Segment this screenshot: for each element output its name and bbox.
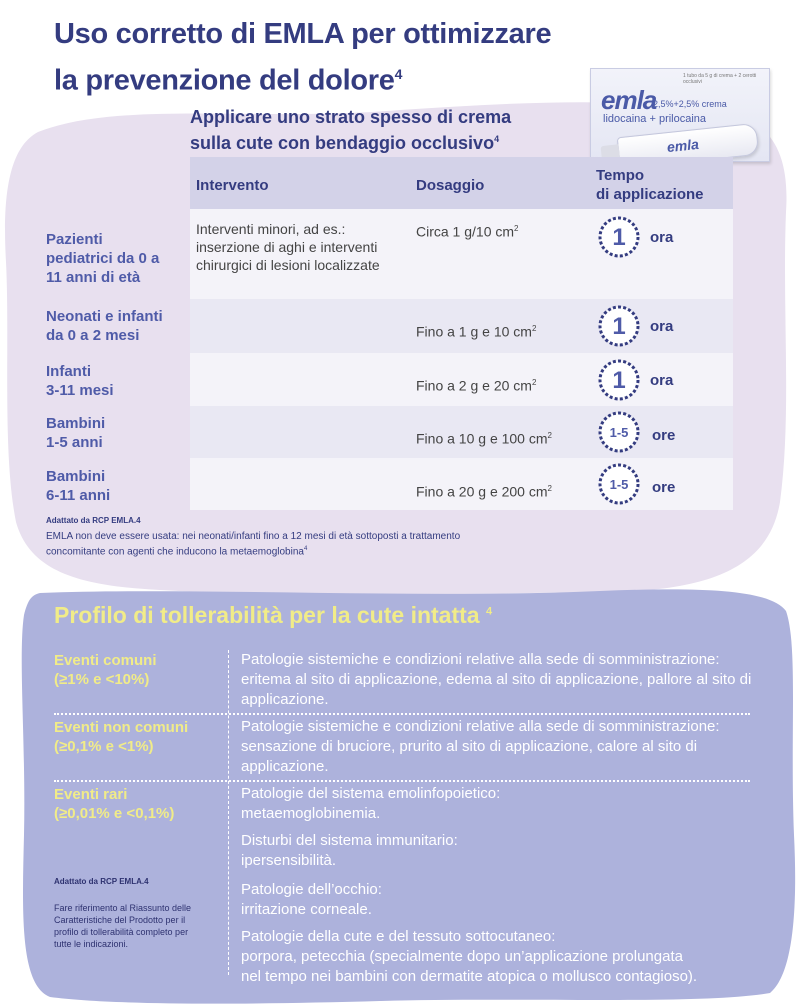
tolerability-title: Profilo di tollerabilità per la cute intatta $^4$ [54, 602, 493, 628]
product-dose: 2,5%+2,5% crema [653, 99, 727, 109]
time-unit: ora [650, 318, 674, 335]
tolerability-reference-note: Fare riferimento al Riassunto delle Caratteristiche del Prodotto per il profilo di tollerabilità completo per tutte le indicazioni. [54, 903, 192, 949]
title-line-2: la prevenzione del dolore$^4$ [54, 64, 403, 97]
title-line-1: Uso corretto di EMLA per ottimizzare [54, 18, 552, 50]
tube-brand-logo: emla [666, 135, 700, 156]
rare-event-item: Patologie del sistema emolinfopoietico: metaemoglobinemia. [241, 785, 501, 822]
row-label-neonates: Neonati e infanti da 0 a 2 mesi [46, 308, 163, 344]
product-package-image [590, 68, 768, 170]
header-dosaggio: Dosaggio [416, 177, 485, 194]
source-note: Adattato da RCP EMLA.4 [46, 516, 141, 525]
clock-icon [598, 216, 640, 258]
rare-event-item: Patologie dell’occhio: irritazione corneale. [241, 881, 382, 918]
subheading-line-1: Applicare uno strato spesso di crema [190, 107, 512, 127]
cell-dose: Fino a 2 g e 20 $cm^2$ [416, 377, 537, 394]
product-brand-logo: emla [601, 85, 657, 115]
text-uncommon-events: Patologie sistemiche e condizioni relative alla sede di somministrazione: sensazione di bruciore, prurito al sito di applicazione, calore al sito di applicazione. [241, 718, 720, 775]
svg-text:1: 1 [612, 313, 626, 340]
label-rare-events: Eventi rari (≥0,01% e <0,1%) [54, 786, 175, 822]
svg-text:1-5: 1-5 [609, 425, 629, 440]
cell-dose: Circa 1 g/10 $cm^2$ [416, 223, 519, 240]
rare-event-item: Patologie della cute e del tessuto sottocutaneo: porpora, petecchia (specialmente dopo un’applicazione prolungata nel tempo nei bambini con dermatite atopica o mollusco contagioso). [241, 928, 698, 985]
row-divider [54, 780, 750, 782]
svg-text:1: 1 [612, 367, 626, 394]
clock-icon [598, 411, 640, 453]
rare-event-item: Disturbi del sistema immunitario: ipersensibilità. [241, 832, 458, 869]
product-fine-print: 1 tubo da 5 g di crema + 2 cerotti occlusivi [683, 73, 757, 85]
time-unit: ore [652, 479, 676, 496]
cell-dose: Fino a 10 g e 100 $cm^2$ [416, 430, 552, 447]
row-label-children-6-11: Bambini 6-11 anni [46, 468, 111, 504]
label-common-events: Eventi comuni (≥1% e <10%) [54, 652, 157, 688]
cell-dose: Fino a 1 g e 10 $cm^2$ [416, 323, 537, 340]
clock-icon [598, 359, 640, 401]
tolerability-source-note: Adattato da RCP EMLA.4 [54, 877, 149, 886]
header-intervento: Intervento [196, 177, 269, 194]
label-uncommon-events: Eventi non comuni (≥0,1% e <1%) [54, 719, 189, 755]
header-tempo: Tempo di applicazione [596, 167, 704, 203]
text-common-events: Patologie sistemiche e condizioni relative alla sede di somministrazione: eritema al sito di applicazione, edema al sito di applicazione, pallore al sito di applicazione. [241, 651, 752, 708]
subheading-line-2: sulla cute con bendaggio occlusivo$^4$ [190, 133, 500, 153]
cell-intervento: Interventi minori, ad es.: inserzione di aghi e interventi chirurgici di lesioni localizzate [196, 221, 380, 273]
svg-text:1: 1 [612, 224, 626, 251]
row-label-pediatric: Pazienti pediatrici da 0 a 11 anni di età [46, 231, 160, 286]
svg-text:1-5: 1-5 [609, 477, 629, 492]
row-label-children-1-5: Bambini 1-5 anni [46, 415, 106, 451]
column-divider [228, 650, 229, 975]
product-ingredients: lidocaina + prilocaina [603, 113, 707, 125]
row-divider [54, 713, 750, 715]
time-unit: ora [650, 372, 674, 389]
clock-icon [598, 463, 640, 505]
page-title [54, 14, 654, 101]
cell-dose: Fino a 20 g e 200 $cm^2$ [416, 483, 552, 500]
clock-icon [598, 305, 640, 347]
subheading-ref: 4 [494, 134, 500, 144]
row-label-infants: Infanti 3-11 mesi [46, 363, 114, 399]
time-unit: ora [650, 229, 674, 246]
time-unit: ore [652, 427, 676, 444]
warning-note: EMLA non deve essere usata: nei neonati/infanti fino a 12 mesi di età sottoposti a trattamento concomitante con agenti che inducono la metaemoglobina$^4$ [46, 531, 461, 558]
title-ref: 4 [394, 66, 403, 82]
section-subheading [190, 106, 511, 154]
